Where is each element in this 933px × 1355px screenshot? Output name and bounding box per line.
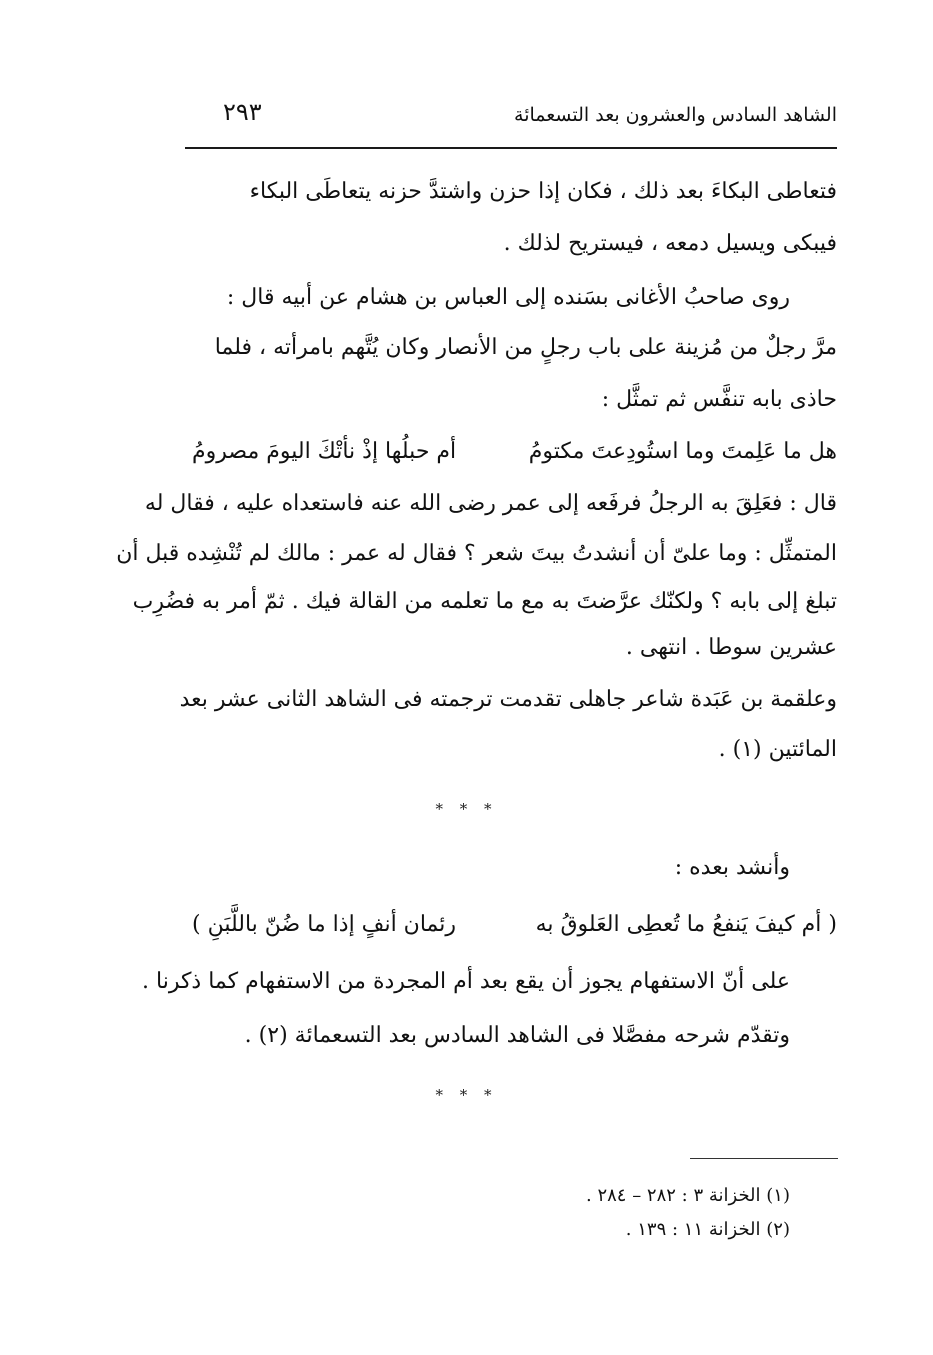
footnote-rule <box>690 1158 838 1159</box>
text-line: روى صاحبُ الأغانى بسَنده إلى العباس بن هشام عن أبيه قال : <box>226 285 790 310</box>
text-line: على أنّ الاستفهام يجوز أن يقع بعد أم المجردة من الاستفهام كما ذكرنا . <box>142 969 790 994</box>
page-header <box>185 98 837 134</box>
text-line: وتقدّم شرحه مفصَّلا فى الشاهد السادس بعد التسعمائة (٢) . <box>244 1023 790 1048</box>
text-line: المتمثِّل : وما علىّ أن أنشدتُ بيتَ شعر ؟ فقال له عمر : مالك لم تُنْشِده قبل أن <box>116 541 837 566</box>
footnote: (٢) الخزانة ١١ : ١٣٩ . <box>625 1219 790 1240</box>
text-line: فتعاطى البكاءَ بعد ذلك ، فكان إذا حزن واشتدَّ حزنه يتعاطَى البكاء <box>249 179 837 204</box>
verse-hemistich-left: أم حبلُها إذْ نأتْكَ اليومَ مصرومُ <box>192 439 457 464</box>
verse-hemistich-left: رئمان أنفٍ إذا ما ضُنّ باللَّبَنِ ) <box>192 912 457 937</box>
text-line: عشرين سوطا . انتهى . <box>625 635 837 660</box>
section-divider: * * * <box>435 800 498 818</box>
text-line: فيبكى ويسيل دمعه ، فيستريح لذلك . <box>503 231 837 256</box>
text-line: المائتين (١) . <box>718 737 837 762</box>
text-line: مرَّ رجلٌ من مُزينة على باب رجلٍ من الأنصار وكان يُتَّهم بامرأته ، فلما <box>214 335 837 360</box>
text-line: حاذى بابه تنفَّس ثم تمثَّل : <box>601 387 837 412</box>
text-line: وأنشد بعده : <box>674 855 790 880</box>
footnote: (١) الخزانة ٣ : ٢٨٢ – ٢٨٤ . <box>586 1185 790 1206</box>
text-line: وعلقمة بن عَبَدة شاعر جاهلى تقدمت ترجمته فى الشاهد الثانى عشر بعد <box>179 687 837 712</box>
verse <box>192 905 837 945</box>
verse <box>192 432 837 472</box>
text-line: تبلغ إلى بابه ؟ ولكنّك عرَّضتَ به مع ما تعلمه من القالة فيك . ثمّ أمر به فضُرِب <box>132 589 837 614</box>
page-number: ٢٩٣ <box>223 98 262 126</box>
text-line: قال : فعَلِقَ به الرجلُ فرفَعه إلى عمر رضى الله عنه فاستعداه عليه ، فقال له <box>144 491 837 516</box>
verse-hemistich-right: هل ما عَلِمتَ وما استُودِعتَ مكتومُ <box>528 439 837 464</box>
header-rule <box>185 147 837 149</box>
section-divider: * * * <box>435 1086 498 1104</box>
verse-hemistich-right: ( أم كيفَ يَنفعُ ما تُعطِى العَلوقُ به <box>535 912 837 937</box>
running-title: الشاهد السادس والعشرون بعد التسعمائة <box>514 104 837 126</box>
